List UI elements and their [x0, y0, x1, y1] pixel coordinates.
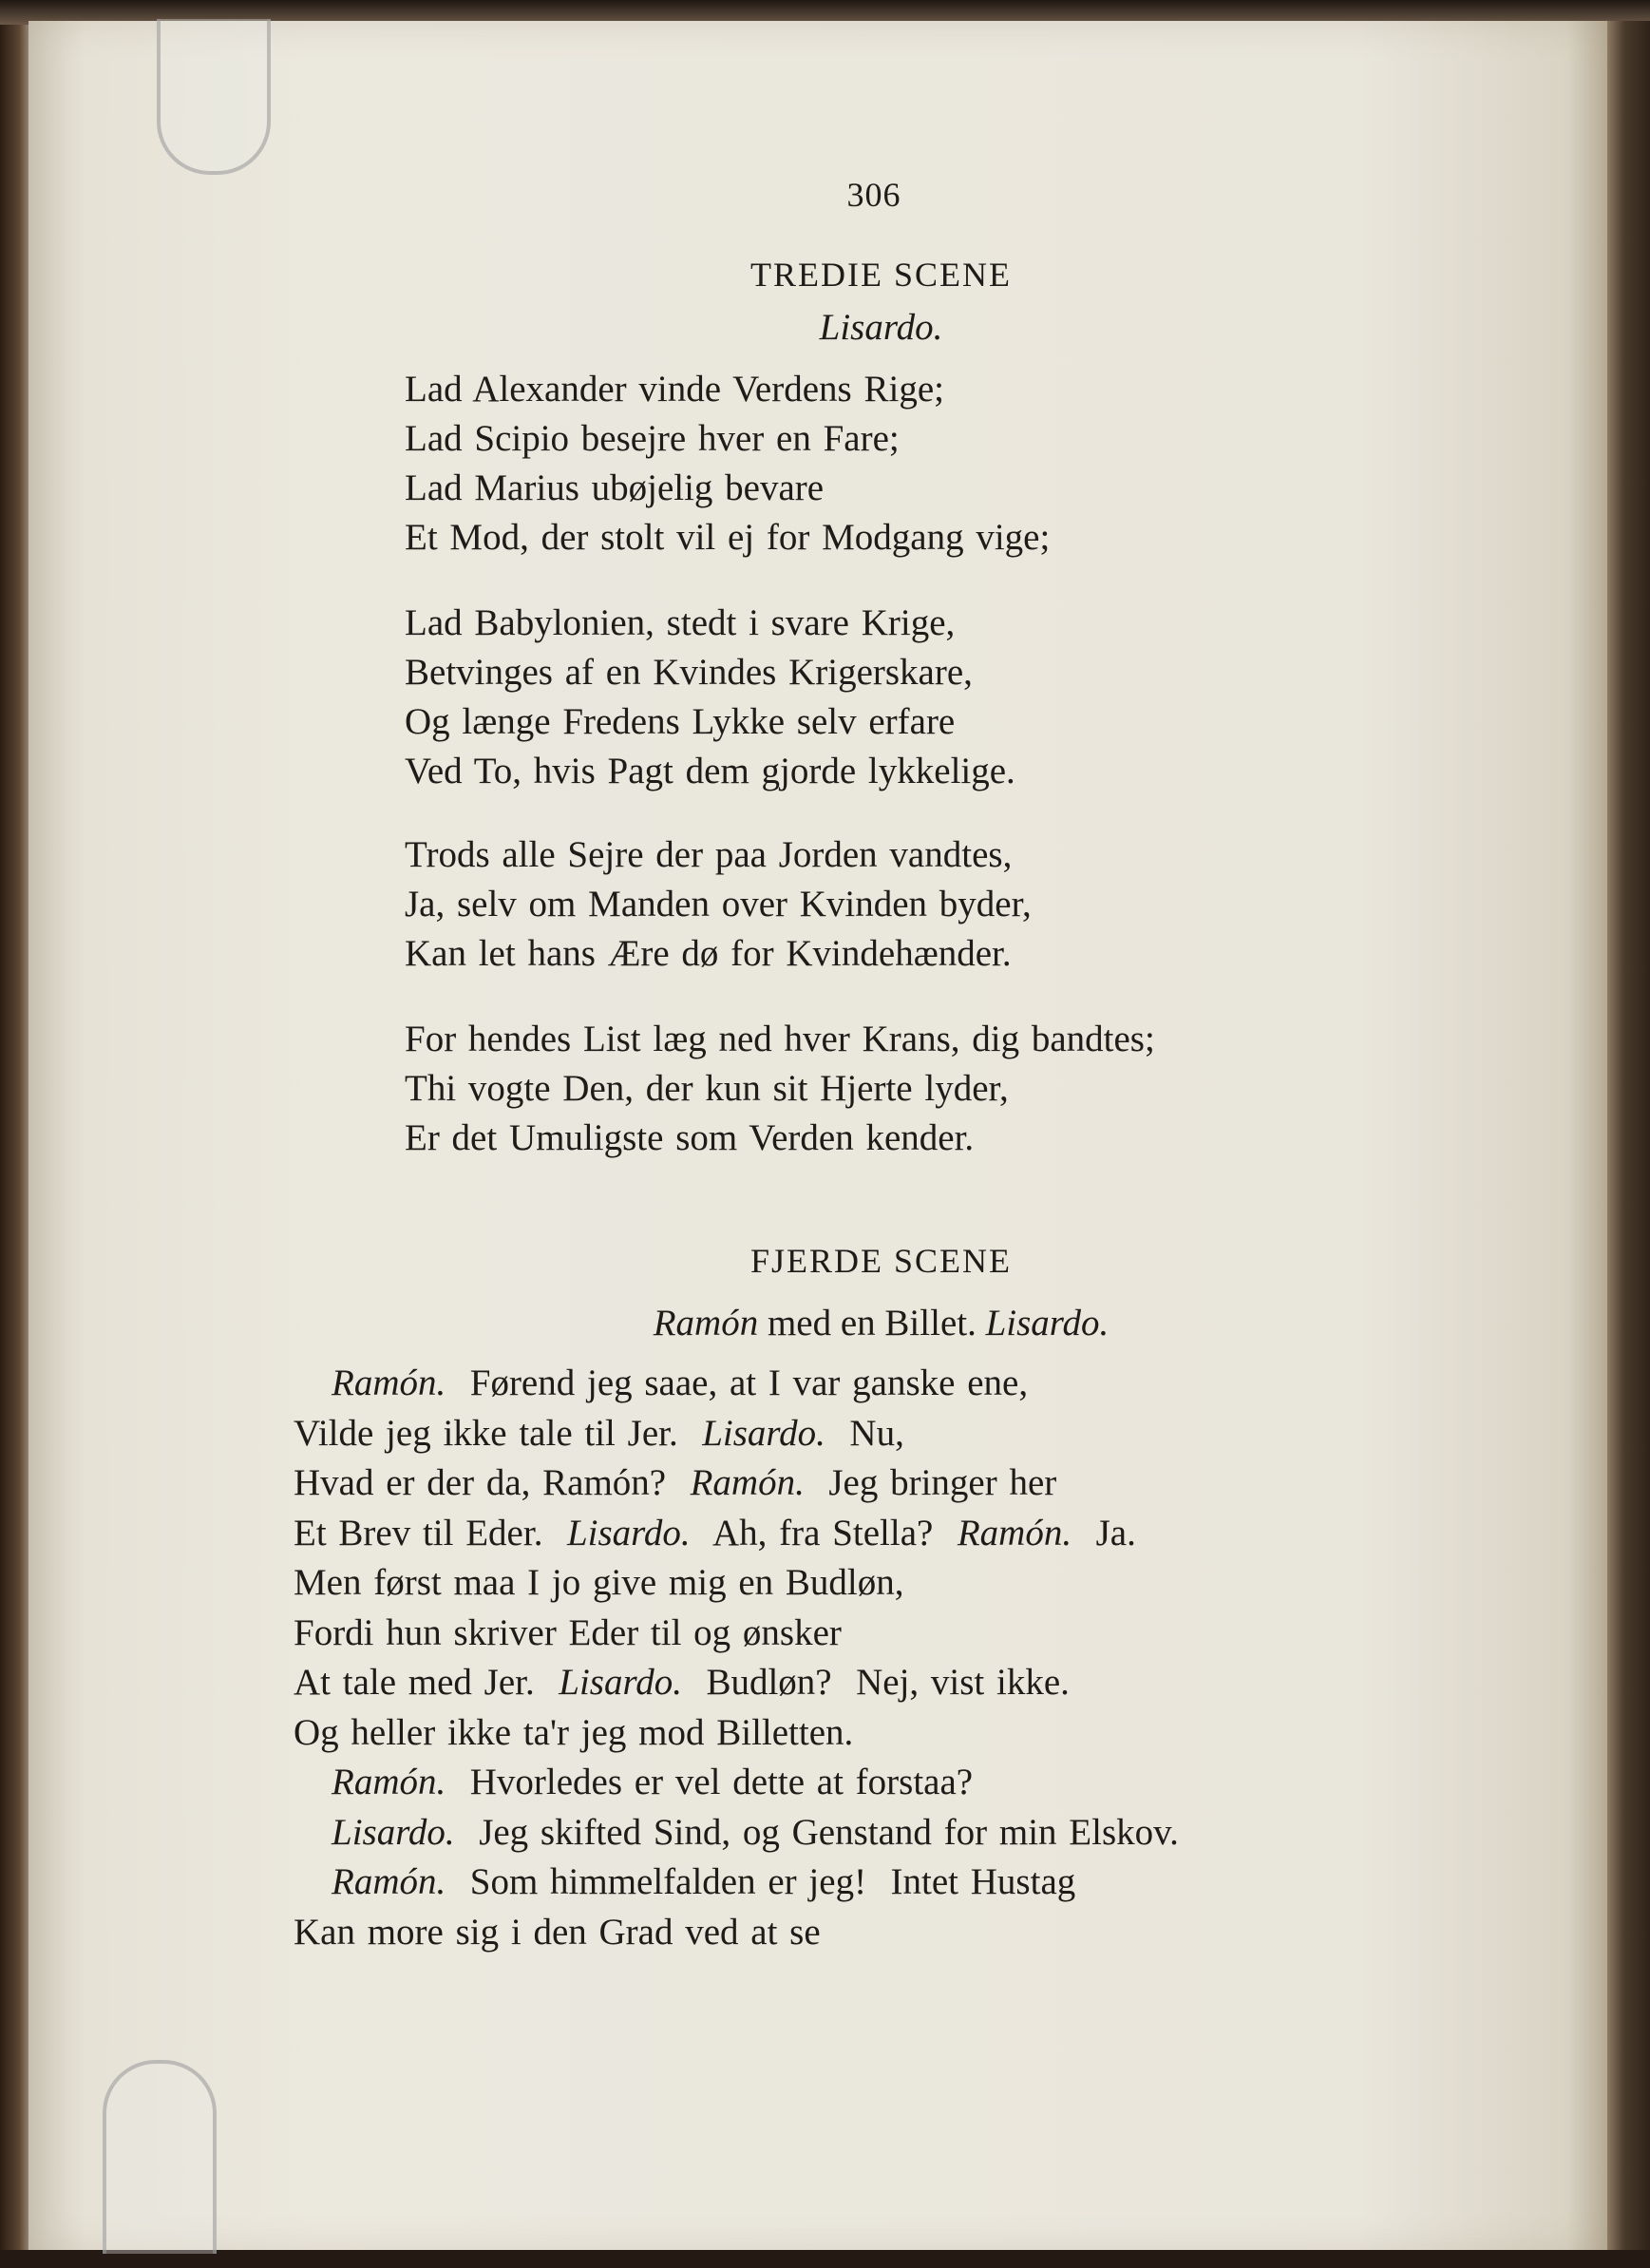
verse-line: Betvinges af en Kvindes Krigerskare,: [405, 652, 973, 693]
page-clip-bottom: [103, 2060, 217, 2254]
dialogue-text: Jeg skifted Sind, og Genstand for min Elskov.: [454, 1811, 1179, 1853]
dialogue-text: Et Brev til Eder.: [294, 1512, 567, 1553]
stage-direction: [0, 1302, 1650, 1344]
speaker-name: Lisardo.: [566, 1512, 691, 1553]
stage-character: Ramón: [653, 1303, 759, 1344]
dialogue-text: At tale med Jer.: [294, 1662, 559, 1703]
dialogue-line: [294, 1908, 1179, 1958]
sonnet-stanza: [405, 1015, 1155, 1163]
speaker-name: Lisardo.: [702, 1412, 825, 1454]
dialogue-text: Men først maa I jo give mig en Budløn,: [294, 1562, 904, 1603]
dialogue-text: Hvorledes er vel dette at forstaa?: [446, 1762, 974, 1802]
verse-line: Kan let hans Ære dø for Kvindehænder.: [405, 933, 1012, 974]
dialogue-line: [294, 1409, 1179, 1459]
sonnet-stanza: [405, 830, 1032, 979]
dialogue-line: [294, 1609, 1179, 1659]
page-number: 306: [846, 176, 901, 214]
stage-character: Lisardo.: [985, 1303, 1109, 1344]
verse-line: Ja, selv om Manden over Kvinden byder,: [405, 884, 1032, 924]
dialogue-line: [294, 1458, 1179, 1509]
speaker-heading: Lisardo.: [819, 307, 943, 348]
dialogue-text: Jeg bringer her: [804, 1462, 1057, 1503]
page-clip-top: [157, 19, 271, 175]
dialogue-text: Hvad er der da, Ramón?: [294, 1462, 691, 1503]
dialogue-line: [294, 1858, 1179, 1908]
dialogue-line: [294, 1658, 1179, 1708]
sonnet-stanza: [405, 599, 1015, 796]
sonnet-stanza: [405, 365, 1050, 562]
dialogue-text: Budløn? Nej, vist ikke.: [681, 1662, 1070, 1703]
speaker-name: Ramón.: [332, 1363, 446, 1403]
speaker-name: Ramón.: [332, 1762, 446, 1802]
verse-line: Lad Babylonien, stedt i svare Krige,: [405, 602, 956, 643]
verse-line: Et Mod, der stolt vil ej for Modgang vige;: [405, 517, 1051, 558]
verse-line: Og længe Fredens Lykke selv erfare: [405, 701, 956, 742]
speaker-name: Ramón.: [690, 1462, 805, 1503]
verse-line: Ved To, hvis Pagt dem gjorde lykkelige.: [405, 751, 1015, 791]
dialogue-text: Vilde jeg ikke tale til Jer.: [294, 1412, 703, 1454]
stage-text: med en Billet.: [758, 1303, 986, 1344]
speaker-name: Lisardo.: [559, 1662, 682, 1703]
speaker-name: Lisardo.: [332, 1811, 455, 1853]
speaker-name: Ramón.: [957, 1512, 1072, 1553]
dialogue-block: [294, 1359, 1179, 1957]
dialogue-line: [294, 1558, 1179, 1609]
dialogue-line: [294, 1509, 1179, 1559]
dialogue-text: Og heller ikke ta'r jeg mod Billetten.: [294, 1711, 854, 1753]
dialogue-line: [294, 1808, 1179, 1858]
book-right-edge: [1607, 21, 1650, 2254]
verse-line: Er det Umuligste som Verden kender.: [405, 1117, 975, 1158]
dialogue-text: Kan more sig i den Grad ved at se: [294, 1911, 821, 1953]
verse-line: Lad Alexander vinde Verdens Rige;: [405, 369, 944, 410]
verse-line: For hendes List læg ned hver Krans, dig bandtes;: [405, 1019, 1155, 1059]
verse-line: Thi vogte Den, der kun sit Hjerte lyder,: [405, 1068, 1009, 1109]
dialogue-line: [294, 1708, 1179, 1759]
dialogue-line: [294, 1758, 1179, 1808]
dialogue-text: Som himmelfalden er jeg! Intet Hustag: [446, 1861, 1076, 1902]
dialogue-text: Fordi hun skriver Eder til og ønsker: [294, 1611, 842, 1653]
dialogue-text: Ja.: [1072, 1512, 1136, 1553]
dialogue-text: Nu,: [825, 1412, 904, 1454]
scene-title-fjerde: FJERDE SCENE: [749, 1242, 1013, 1280]
book-bottom-edge: [0, 2250, 1650, 2268]
verse-line: Lad Scipio besejre hver en Fare;: [405, 418, 900, 459]
verse-line: Lad Marius ubøjelig bevare: [405, 467, 825, 508]
dialogue-text: Ah, fra Stella?: [690, 1512, 958, 1553]
dialogue-text: Førend jeg saae, at I var ganske ene,: [446, 1363, 1029, 1403]
speaker-name: Ramón.: [332, 1861, 446, 1902]
verse-line: Trods alle Sejre der paa Jorden vandtes,: [405, 834, 1013, 875]
dialogue-line: [294, 1359, 1179, 1409]
scene-title-tredie: TREDIE SCENE: [750, 256, 1012, 294]
